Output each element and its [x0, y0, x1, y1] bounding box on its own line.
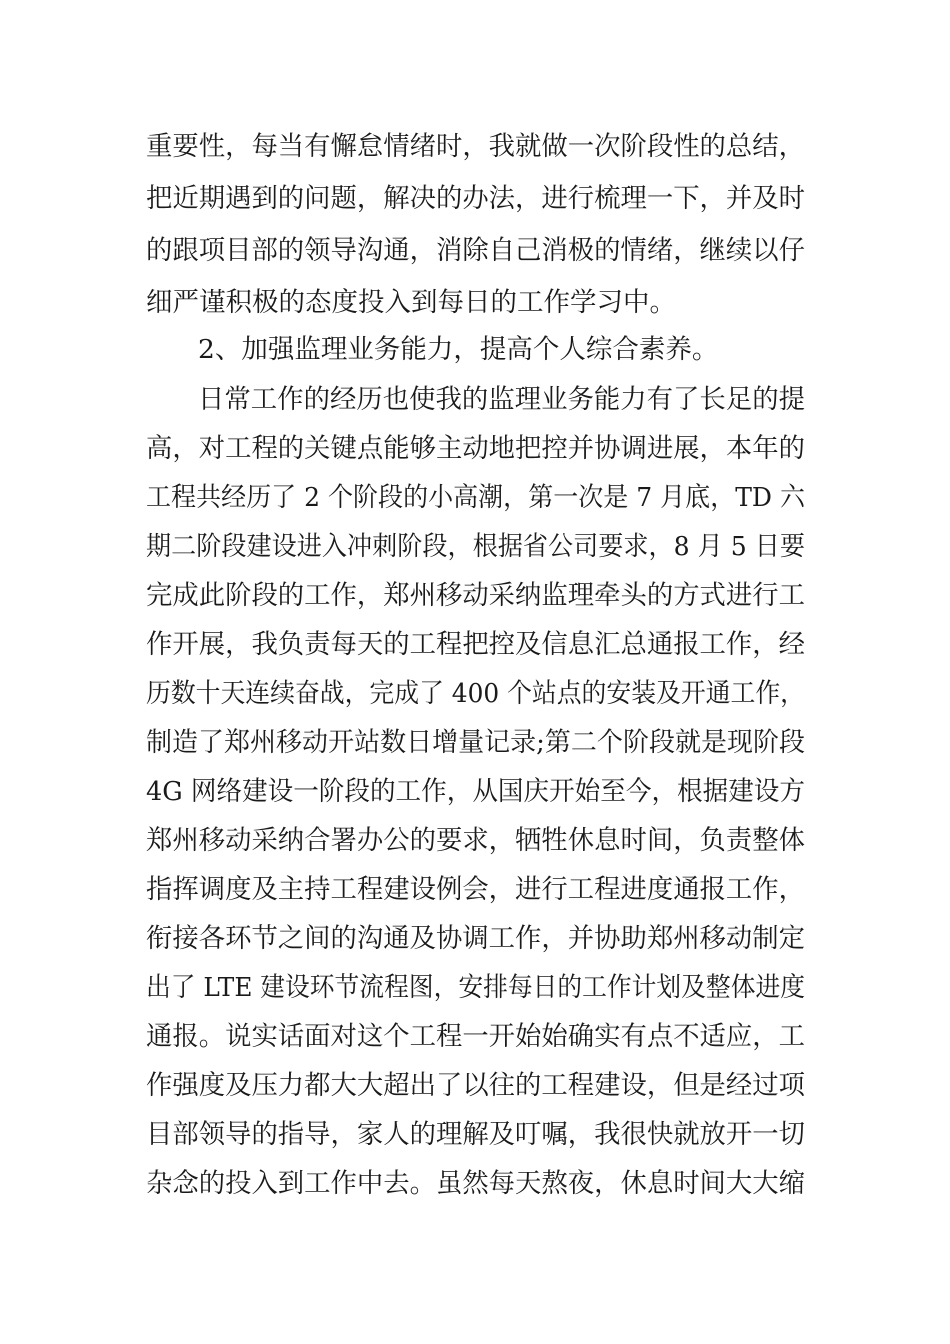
text-line [0, 625, 950, 665]
text-line-content: 杂念的投入到工作中去。虽然每天熬夜，休息时间大大缩 [146, 1168, 805, 1199]
text-line [0, 723, 950, 763]
text-line [0, 772, 950, 812]
text-line [0, 821, 950, 861]
text-line-content: 通报。说实话面对这个工程一开始始确实有点不适应，工 [146, 1021, 805, 1052]
section-heading [0, 330, 950, 370]
text-line-content: 重要性，每当有懈怠情绪时，我就做一次阶段性的总结， [146, 131, 805, 162]
text-line-content: 工程共经历了 2 个阶段的小高潮，第一次是 7 月底，TD 六 [146, 482, 805, 513]
text-line-content: 衔接各环节之间的沟通及协调工作，并协助郑州移动制定 [146, 923, 805, 954]
text-line [0, 127, 950, 167]
text-line [0, 1066, 950, 1106]
text-line [0, 429, 950, 469]
text-line [0, 283, 950, 323]
text-line-content: 作强度及压力都大大超出了以往的工程建设，但是经过项 [146, 1070, 805, 1101]
text-line [0, 576, 950, 616]
text-line-content: 高，对工程的关键点能够主动地把控并协调进展，本年的 [146, 433, 805, 464]
text-line-content: 细严谨积极的态度投入到每日的工作学习中。 [146, 287, 676, 318]
text-line-content: 作开展，我负责每天的工程把控及信息汇总通报工作，经 [146, 629, 805, 660]
text-line [0, 478, 950, 518]
text-line-content: 制造了郑州移动开站数日增量记录;第二个阶段就是现阶段 [146, 727, 806, 758]
text-line-content: 指挥调度及主持工程建设例会，进行工程进度通报工作， [146, 874, 805, 905]
text-line [0, 674, 950, 714]
text-line [0, 919, 950, 959]
text-line-content: 目部领导的指导，家人的理解及叮嘱，我很快就放开一切 [146, 1119, 805, 1150]
text-line-content: 日常工作的经历也使我的监理业务能力有了长足的提 [198, 384, 806, 415]
text-line [0, 870, 950, 910]
text-line [0, 1115, 950, 1155]
text-line [0, 1017, 950, 1057]
text-line-content: 4G 网络建设一阶段的工作，从国庆开始至今，根据建设方 [146, 776, 805, 807]
text-line-content: 出了 LTE 建设环节流程图，安排每日的工作计划及整体进度 [146, 972, 805, 1003]
text-line-content: 郑州移动采纳合署办公的要求，牺牲休息时间，负责整体 [146, 825, 805, 856]
text-line-content: 期二阶段建设进入冲刺阶段，根据省公司要求，8 月 5 日要 [146, 531, 805, 562]
text-line-content: 完成此阶段的工作，郑州移动采纳监理牵头的方式进行工 [146, 580, 805, 611]
text-line-content: 把近期遇到的问题，解决的办法，进行梳理一下，并及时 [146, 183, 805, 214]
section-heading-text: 2、加强监理业务能力，提高个人综合素养。 [198, 334, 719, 365]
text-line-content: 历数十天连续奋战，完成了 400 个站点的安装及开通工作， [146, 678, 805, 709]
text-line [0, 179, 950, 219]
text-line [0, 231, 950, 271]
text-line [0, 1164, 950, 1204]
paragraph-first-line [0, 380, 950, 420]
text-line [0, 527, 950, 567]
text-line [0, 968, 950, 1008]
text-line-content: 的跟项目部的领导沟通，消除自己消极的情绪，继续以仔 [146, 235, 805, 266]
